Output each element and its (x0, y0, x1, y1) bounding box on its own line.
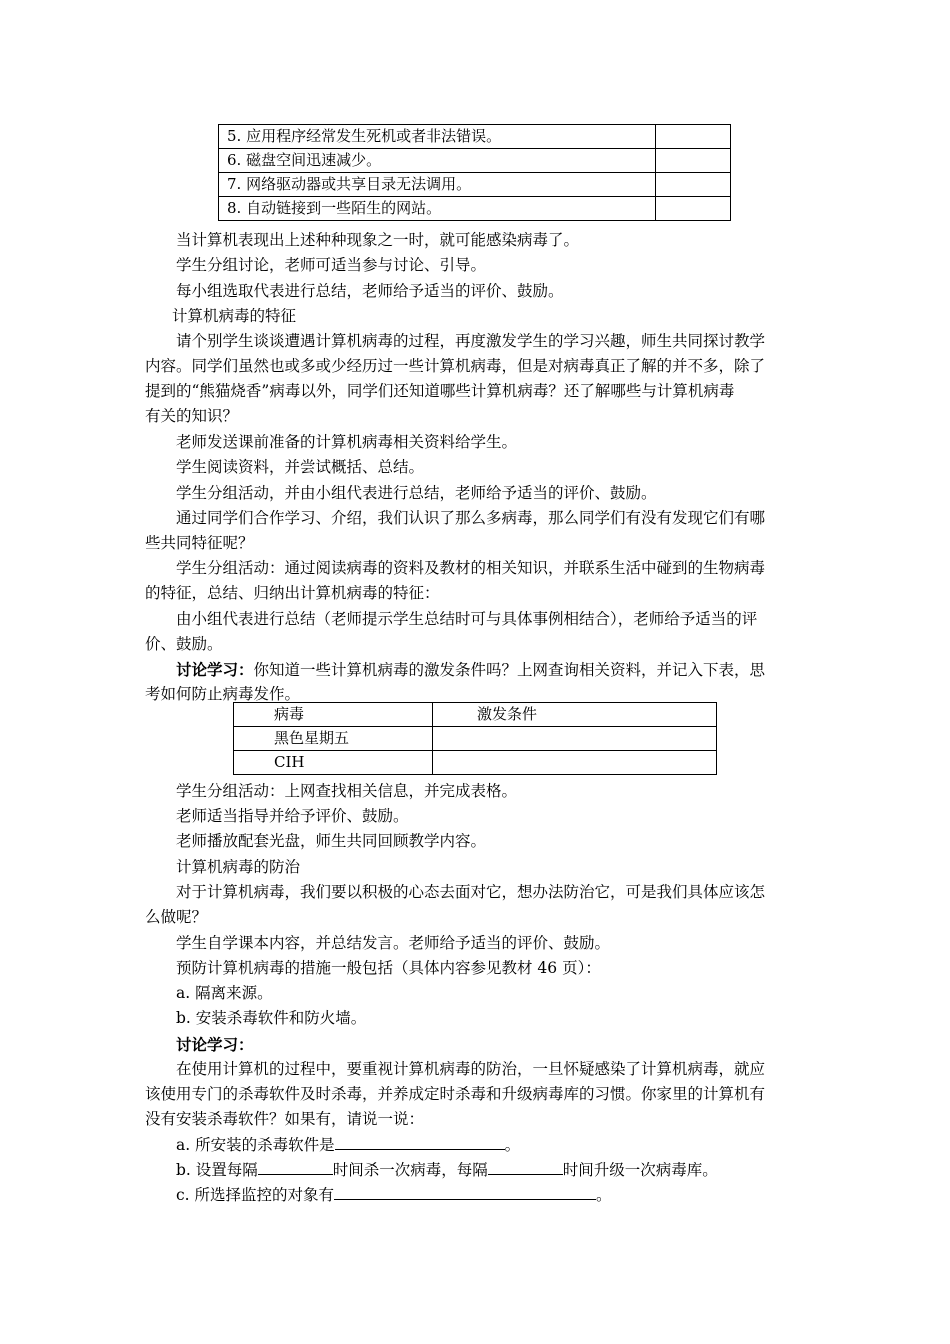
table-row (219, 125, 731, 149)
paragraph-line: 通过同学们合作学习、介绍，我们认识了那么多病毒，那么同学们有没有发现它们有哪 (176, 509, 766, 527)
table-cell-empty (656, 149, 731, 173)
question-a (176, 1134, 520, 1157)
list-item: a. 隔离来源。 (176, 984, 273, 1002)
paragraph: 预防计算机病毒的措施一般包括（具体内容参见教材 46 页）： (176, 959, 601, 977)
table-cell-empty (656, 173, 731, 197)
paragraph-line: 有关的知识？ (145, 407, 239, 425)
paragraph-line: 些共同特征呢？ (145, 534, 254, 552)
table-cell: CIH (234, 751, 433, 775)
question-text: 时间升级一次病毒库。 (562, 1161, 718, 1179)
paragraph: 学生分组讨论，老师可适当参与讨论、引导。 (176, 256, 487, 274)
paragraph-line: 在使用计算机的过程中，要重视计算机病毒的防治，一旦怀疑感染了计算机病毒，就应 (176, 1060, 766, 1078)
paragraph: 学生分组活动：上网查找相关信息，并完成表格。 (176, 782, 518, 800)
discussion-line (176, 658, 765, 682)
paragraph: 学生分组活动，并由小组代表进行总结，老师给予适当的评价、鼓励。 (176, 484, 657, 502)
table-cell (433, 727, 717, 751)
question-text: c. 所选择监控的对象有 (176, 1186, 335, 1204)
paragraph-line: 提到的“熊猫烧香”病毒以外，同学们还知道哪些计算机病毒？还了解哪些与计算机病毒 (145, 382, 735, 400)
paragraph: 当计算机表现出上述种种现象之一时，就可能感染病毒了。 (176, 231, 580, 249)
table-cell-empty (656, 197, 731, 221)
discussion-label (176, 1033, 254, 1057)
table-row (219, 173, 731, 197)
question-text: b. 设置每隔 (176, 1161, 258, 1179)
table-header-row (234, 703, 717, 727)
paragraph-line: 考如何防止病毒发作。 (145, 685, 301, 703)
table-cell: 8. 自动链接到一些陌生的网站。 (219, 197, 656, 221)
table-cell (433, 751, 717, 775)
table-cell: 黑色星期五 (234, 727, 433, 751)
paragraph-line: 没有安装杀毒软件？如果有，请说一说： (145, 1110, 425, 1128)
section-heading: 计算机病毒的特征 (172, 307, 297, 325)
paragraph-line: 请个别学生谈谈遭遇计算机病毒的过程，再度激发学生的学习兴趣，师生共同探讨教学 (176, 332, 766, 350)
paragraph-line: 该使用专门的杀毒软件及时杀毒，并养成定时杀毒和升级病毒库的习惯。你家里的计算机有 (145, 1085, 766, 1103)
answer-blank[interactable] (334, 1184, 596, 1200)
table-row (234, 727, 717, 751)
list-item: b. 安装杀毒软件和防火墙。 (176, 1009, 367, 1027)
paragraph: 每小组选取代表进行总结，老师给予适当的评价、鼓励。 (176, 282, 564, 300)
table-cell: 6. 磁盘空间迅速减少。 (219, 149, 656, 173)
table-cell-empty (656, 125, 731, 149)
answer-blank[interactable] (335, 1134, 505, 1150)
paragraph: 老师适当指导并给予评价、鼓励。 (176, 807, 409, 825)
question-text: 时间杀一次病毒，每隔 (332, 1161, 488, 1179)
paragraph-line: 价、鼓励。 (145, 635, 223, 653)
table-row (219, 149, 731, 173)
column-header-virus: 病毒 (234, 703, 433, 727)
symptoms-table (218, 124, 731, 221)
paragraph: 老师发送课前准备的计算机病毒相关资料给学生。 (176, 433, 518, 451)
discussion-text: 你知道一些计算机病毒的激发条件吗？上网查询相关资料，并记入下表，思 (253, 661, 766, 679)
question-text: 。 (596, 1186, 612, 1204)
discussion-label: 讨论学习： (176, 660, 254, 679)
paragraph-line: 的特征，总结、归纳出计算机病毒的特征： (145, 584, 440, 602)
column-header-condition: 激发条件 (433, 703, 717, 727)
table-cell: 5. 应用程序经常发生死机或者非法错误。 (219, 125, 656, 149)
question-text: a. 所安装的杀毒软件是 (176, 1136, 335, 1154)
paragraph-line: 对于计算机病毒，我们要以积极的心态去面对它，想办法防治它，可是我们具体应该怎 (176, 883, 766, 901)
answer-blank[interactable] (488, 1159, 563, 1175)
paragraph: 学生自学课本内容，并总结发言。老师给予适当的评价、鼓励。 (176, 934, 611, 952)
question-c (176, 1184, 612, 1207)
answer-blank[interactable] (258, 1159, 333, 1175)
paragraph-line: 学生分组活动：通过阅读病毒的资料及教材的相关知识，并联系生活中碰到的生物病毒 (176, 559, 766, 577)
discussion-label-text: 讨论学习： (176, 1035, 254, 1054)
paragraph: 学生阅读资料，并尝试概括、总结。 (176, 458, 425, 476)
table-row (234, 751, 717, 775)
paragraph: 老师播放配套光盘，师生共同回顾教学内容。 (176, 832, 487, 850)
section-heading: 计算机病毒的防治 (176, 858, 301, 876)
table-row (219, 197, 731, 221)
paragraph-line: 内容。同学们虽然也或多或少经历过一些计算机病毒，但是对病毒真正了解的并不多，除了 (145, 357, 766, 375)
question-text: 。 (504, 1136, 521, 1154)
paragraph-line: 由小组代表进行总结（老师提示学生总结时可与具体事例相结合），老师给予适当的评 (176, 610, 758, 628)
paragraph-line: 么做呢？ (145, 908, 208, 926)
question-b (176, 1159, 718, 1182)
virus-trigger-table (233, 702, 717, 775)
table-cell: 7. 网络驱动器或共享目录无法调用。 (219, 173, 656, 197)
